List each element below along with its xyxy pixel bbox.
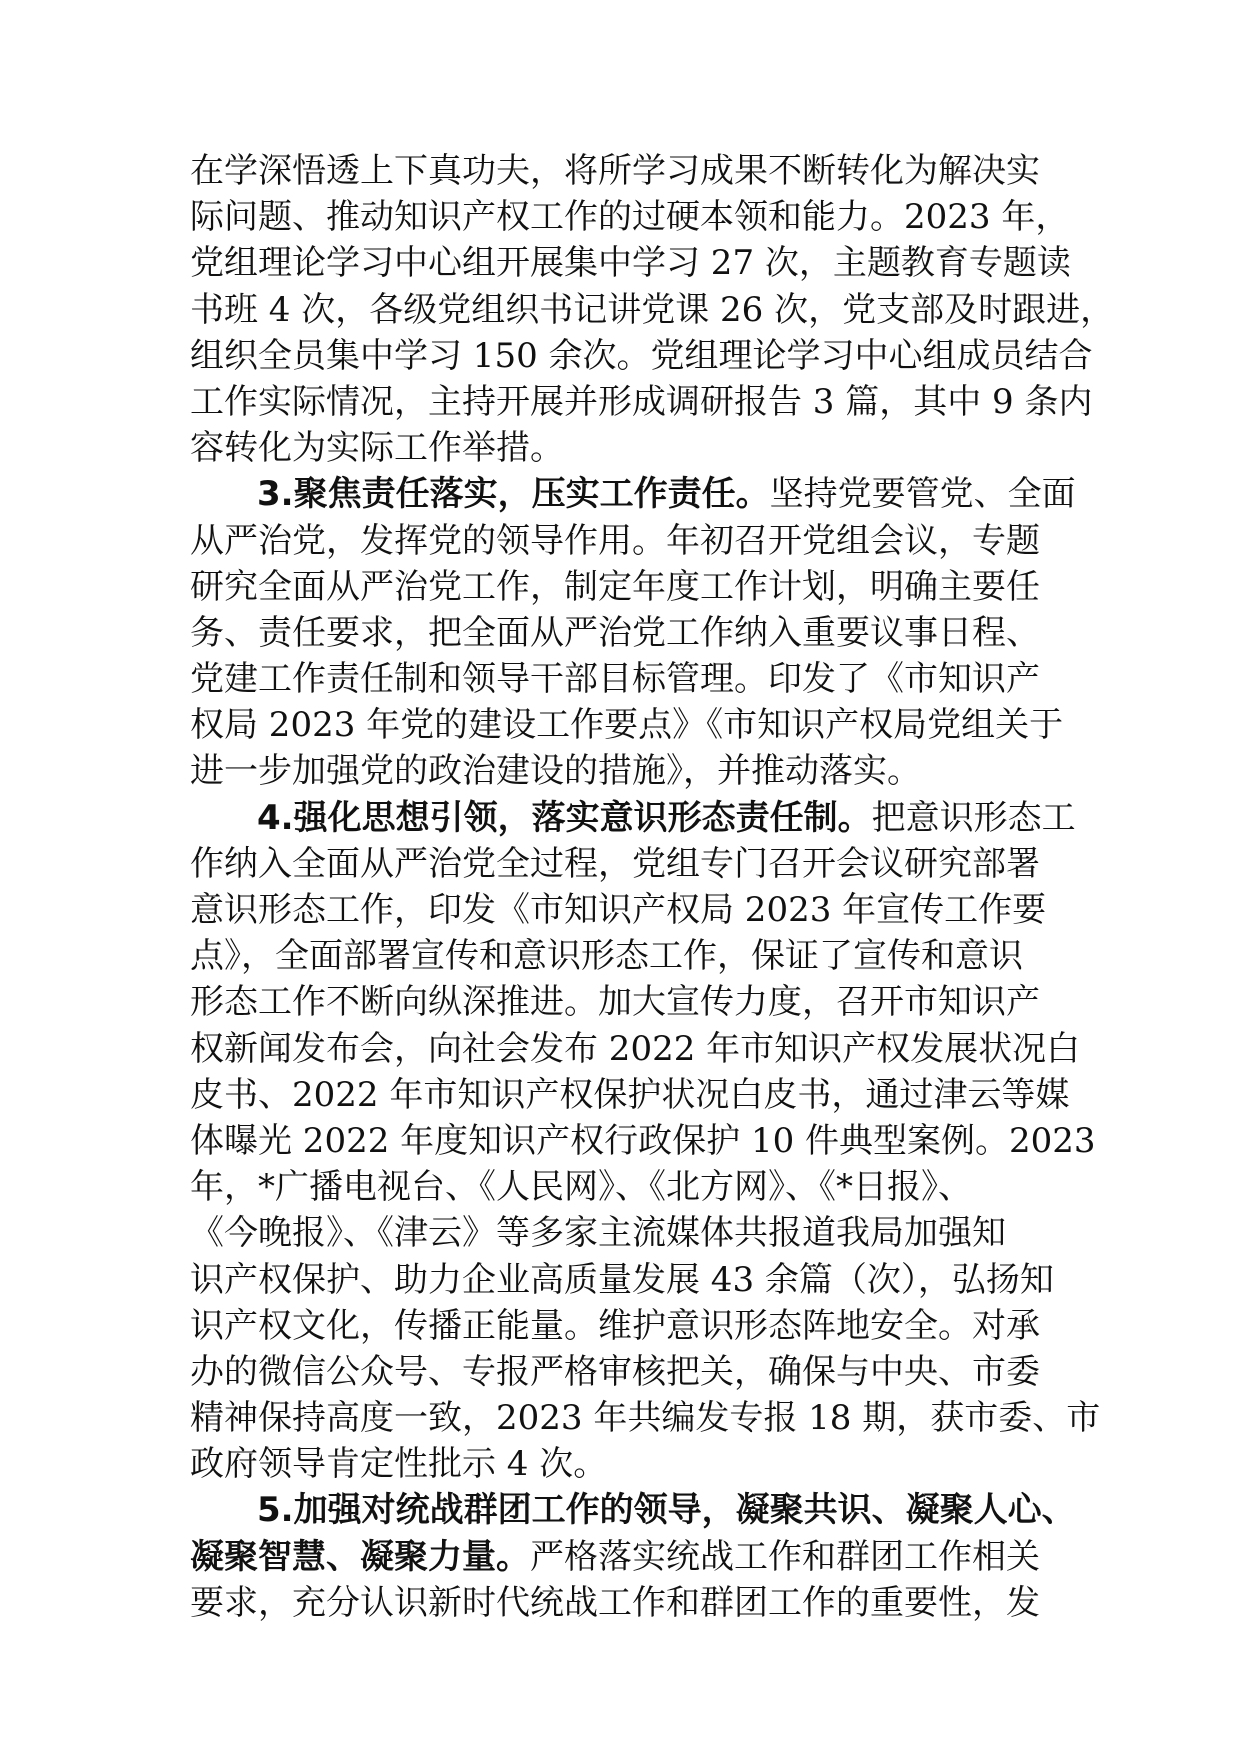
text-line: 从严治党，发挥党的领导作用。年初召开党组会议，专题: [190, 520, 1040, 561]
text-line: 研究全面从严治党工作，制定年度工作计划，明确主要任: [190, 566, 1040, 607]
text-line: [190, 795, 1076, 841]
text-line: 作纳入全面从严治党全过程，党组专门召开会议研究部署: [190, 843, 1040, 884]
text-line: 精神保持高度一致，2023 年共编发专报 18 期，获市委、市: [190, 1398, 1101, 1439]
paragraph-2: [190, 471, 1076, 794]
text-line: 组织全员集中学习 150 余次。党组理论学习中心组成员结合: [190, 335, 1093, 376]
text-line: 进一步加强党的政治建设的措施》，并推动落实。: [190, 751, 921, 792]
section-heading: 5.加强对统战群团工作的领导，凝聚共识、凝聚人心、: [257, 1490, 1076, 1531]
text-line: 际问题、推动知识产权工作的过硬本领和能力。2023 年，: [190, 197, 1070, 238]
text-line: 识产权文化，传播正能量。维护意识形态阵地安全。对承: [190, 1305, 1040, 1346]
text-line: 识产权保护、助力企业高质量发展 43 余篇（次），弘扬知: [190, 1259, 1054, 1300]
text-line: 《今晚报》、《津云》等多家主流媒体共报道我局加强知: [190, 1213, 1006, 1254]
text-run: 坚持党要管党、全面: [769, 474, 1076, 515]
text-run: 严格落实统战工作和群团工作相关: [530, 1536, 1040, 1577]
paragraph-1: [190, 148, 1115, 471]
text-line: 年，*广播电视台、《人民网》、《北方网》、《*日报》、: [190, 1167, 972, 1208]
text-line: 工作实际情况，主持开展并形成调研报告 3 篇，其中 9 条内: [190, 381, 1093, 422]
text-line: 容转化为实际工作举措。: [190, 428, 564, 469]
text-line: 党组理论学习中心组开展集中学习 27 次，主题教育专题读: [190, 243, 1071, 284]
text-line: 形态工作不断向纵深推进。加大宣传力度，召开市知识产: [190, 982, 1040, 1023]
paragraph-4: [190, 1487, 1076, 1626]
text-line: 政府领导肯定性批示 4 次。: [190, 1444, 608, 1485]
text-run: 把意识形态工: [871, 797, 1076, 838]
text-line: [190, 1534, 1054, 1580]
text-line: 意识形态工作，印发《市知识产权局 2023 年宣传工作要: [190, 890, 1047, 930]
text-line: 在学深悟透上下真功夫，将所学习成果不断转化为解决实: [190, 151, 1040, 191]
text-line: 书班 4 次，各级党组织书记讲党课 26 次，党支部及时跟进，: [190, 289, 1115, 330]
section-heading: 4.强化思想引领，落实意识形态责任制。: [257, 797, 872, 838]
text-line: 权新闻发布会，向社会发布 2022 年市知识产权发展状况白: [190, 1028, 1081, 1069]
text-line: 要求，充分认识新时代统战工作和群团工作的重要性，发: [190, 1582, 1040, 1623]
text-line: 皮书、2022 年市知识产权保护状况白皮书，通过津云等媒: [190, 1074, 1070, 1115]
text-line: 体曝光 2022 年度知识产权行政保护 10 件典型案例。2023: [190, 1120, 1096, 1161]
text-line: 务、责任要求，把全面从严治党工作纳入重要议事日程、: [190, 612, 1040, 653]
text-line: 点》，全面部署宣传和意识形态工作，保证了宣传和意识: [190, 936, 1023, 977]
text-line: 办的微信公众号、专报严格审核把关，确保与中央、市委: [190, 1351, 1040, 1392]
text-line: 党建工作责任制和领导干部目标管理。印发了《市知识产: [190, 659, 1040, 700]
document-page: [190, 148, 1115, 1626]
text-line: [190, 1487, 1076, 1533]
paragraph-3: [190, 795, 1101, 1488]
section-heading: 凝聚智慧、凝聚力量。: [190, 1536, 530, 1577]
section-heading: 3.聚焦责任落实，压实工作责任。: [257, 474, 770, 515]
text-line: [190, 471, 1076, 517]
text-line: 权局 2023 年党的建设工作要点》《市知识产权局党组关于: [190, 705, 1064, 746]
